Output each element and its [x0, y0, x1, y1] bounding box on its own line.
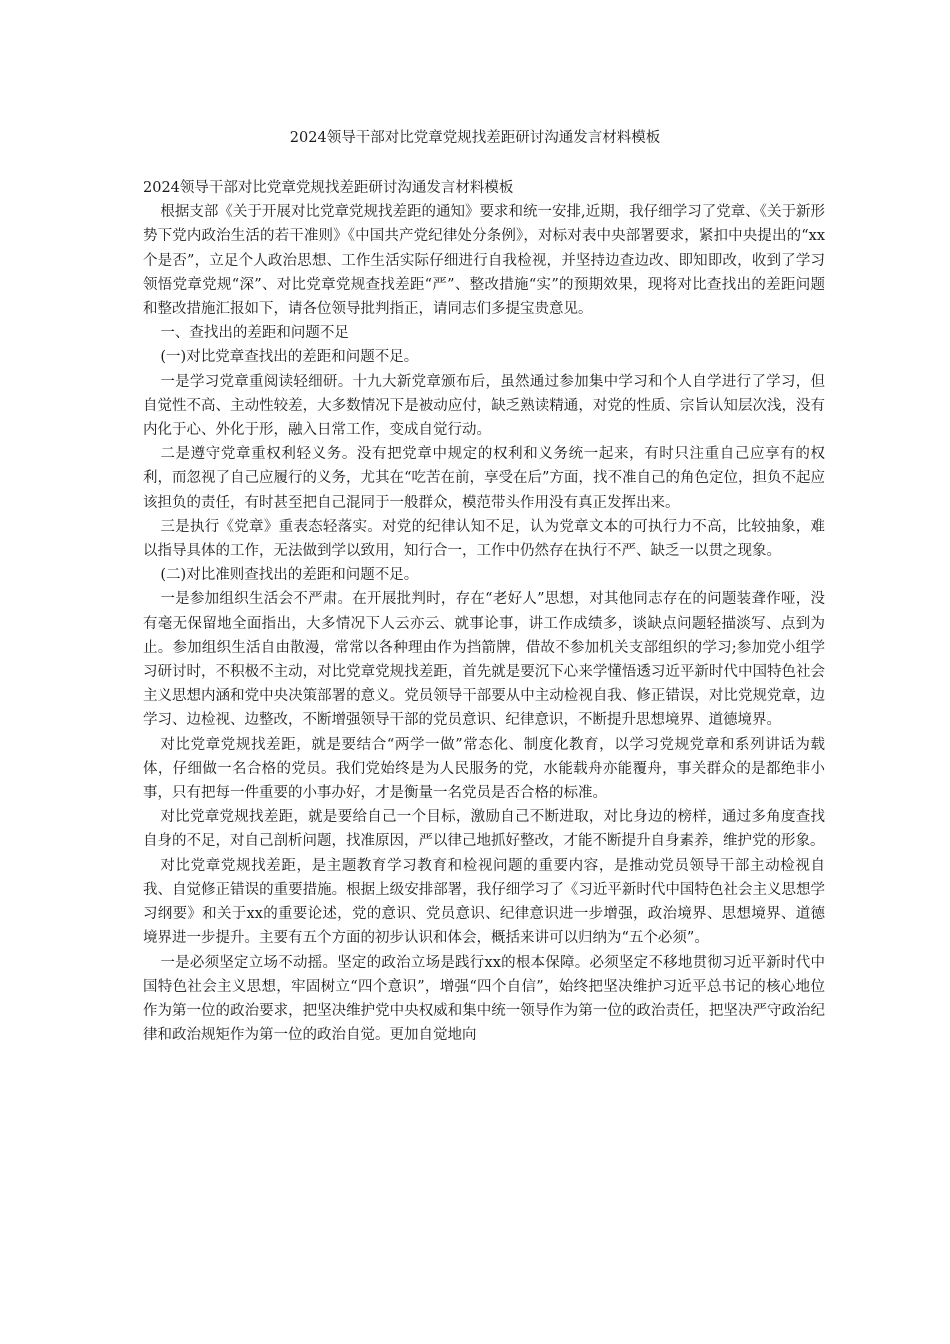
subsection-heading-1: (一)对比党章查找出的差距和问题不足。 [160, 349, 419, 366]
paragraph: 一是学习党章重阅读轻细研。十九大新党章颁布后，虽然通过参加集中学习和个人自学进行了学习，但自觉性不高、主动性较差，大多数情况下是被动应付，缺乏熟读精通，对党的性质、宗旨认知层次浅，没有内化于心、外化于形，融入日常工作，变成自觉行动。 [143, 373, 825, 439]
document-subtitle: 2024领导干部对比党章党规找差距研讨沟通发言材料模板 [143, 180, 514, 196]
document-body [143, 176, 825, 1047]
paragraph: 二是遵守党章重权利轻义务。没有把党章中规定的权利和义务统一起来，有时只注重自己应享有的权利，而忽视了自己应履行的义务，尤其在“吃苦在前，享受在后”方面，找不准自己的角色定位，担负不起应该担负的责任，有时甚至把自己混同于一般群众，模范带头作用没有真正发挥出来。 [143, 446, 825, 511]
paragraph: 对比党章党规找差距，就是要结合“两学一做”常态化、制度化教育，以学习党规党章和系列讲话为载体，仔细做一名合格的党员。我们党始终是为人民服务的党，水能载舟亦能覆舟，事关群众的是都绝非小事，只有把每一件重要的小事办好，才是衡量一名党员是否合格的标准。 [143, 736, 825, 802]
paragraph: 三是执行《党章》重表态轻落实。对党的纪律认知不足，认为党章文本的可执行力不高，比较抽象，难以指导具体的工作，无法做到学以致用，知行合一，工作中仍然存在执行不严、缺乏一以贯之现象。 [143, 518, 825, 560]
paragraph: 对比党章党规找差距，是主题教育学习教育和检视问题的重要内容，是推动党员领导干部主动检视自我、自觉修正错误的重要措施。根据上级安排部署，我仔细学习了《习近平新时代中国特色社会主义思想学习纲要》和关于xx的重要论述，党的意识、党员意识、纪律意识进一步增强，政治境界、思想境界、道德境界进一步提升。主要有五个方面的初步认识和体会，概括来讲可以归纳为“五个必须”。 [143, 857, 825, 947]
paragraph-intro: 根据支部《关于开展对比党章党规找差距的通知》要求和统一安排,近期，我仔细学习了党章、《关于新形势下党内政治生活的若干准则》《中国共产党纪律处分条例》，对标对表中央部署要求，紧扣中央提出的“xx个是否”，立足个人政治思想、工作生活实际仔细进行自我检视，并坚持边查边改、即知即改，收到了学习领悟党章党规“深”、对比党章党规查找差距“严”、整改措施“实”的预期效果，现将对比查找出的差距问题和整改措施汇报如下，请各位领导批判指正，请同志们多提宝贵意见。 [143, 204, 825, 318]
document-title: 2024领导干部对比党章党规找差距研讨沟通发言材料模板 [289, 130, 661, 146]
subsection-heading-2: (二)对比准则查找出的差距和问题不足。 [160, 567, 419, 584]
paragraph: 对比党章党规找差距，就是要给自己一个目标，激励自己不断进取，对比身边的榜样，通过多角度查找自身的不足，对自己剖析问题，找准原因，严以律己地抓好整改，才能不断提升自身素养，维护党的形象。 [143, 809, 825, 850]
paragraph: 一是参加组织生活会不严肃。在开展批判时，存在“老好人”思想，对其他同志存在的问题装聋作哑，没有毫无保留地全面指出，大多情况下人云亦云、就事论事，讲工作成绩多，谈缺点问题轻描淡写、点到为止。参加组织生活自由散漫，常常以各种理由作为挡箭牌，借故不参加机关支部组织的学习;参加党小组学习研讨时，不积极不主动，对比党章党规找差距，首先就是要沉下心来学懂悟透习近平新时代中国特色社会主义思想内涵和党中央决策部署的意义。党员领导干部要从中主动检视自我、修正错误，对比党规党章，边学习、边检视、边整改，不断增强领导干部的党员意识、纪律意识，不断提升思想境界、道德境界。 [143, 591, 825, 729]
paragraph: 一是必须坚定立场不动摇。坚定的政治立场是践行xx的根本保障。必须坚定不移地贯彻习近平新时代中国特色社会主义思想，牢固树立“四个意识”，增强“四个自信”，始终把坚决维护习近平总书记的核心地位作为第一位的政治要求，把坚决维护党中央权威和集中统一领导作为第一位的政治责任，把坚决严守政治纪律和政治规矩作为第一位的政治自觉。更加自觉地向 [143, 954, 825, 1044]
section-heading-1: 一、查找出的差距和问题不足 [160, 325, 349, 342]
